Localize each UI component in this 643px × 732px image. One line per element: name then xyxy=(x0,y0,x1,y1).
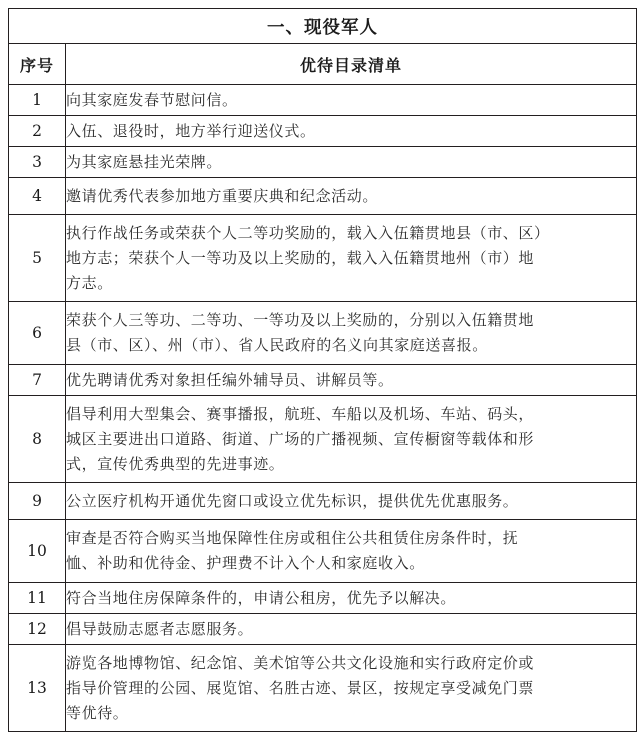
row-index: 4 xyxy=(9,178,66,215)
table-header-row xyxy=(9,44,637,85)
row-index: 7 xyxy=(9,365,66,396)
row-index: 3 xyxy=(9,147,66,178)
table-body xyxy=(9,9,637,732)
row-item-line: 向其家庭发春节慰问信。 xyxy=(66,90,238,109)
page-title: 一、现役军人 xyxy=(9,9,637,44)
table-row xyxy=(9,483,637,520)
row-item-line: 邀请优秀代表参加地方重要庆典和纪念活动。 xyxy=(66,186,379,205)
row-item-text xyxy=(66,85,637,116)
row-item-line: 县（市、区）、州（市）、省人民政府的名义向其家庭送喜报。 xyxy=(66,336,488,354)
row-item-line: 恤、补助和优待金、护理费不计入个人和家庭收入。 xyxy=(66,554,425,572)
table-row xyxy=(9,614,637,645)
row-index: 5 xyxy=(9,215,66,302)
row-item-line: 指导价管理的公园、展览馆、名胜古迹、景区，按规定享受减免门票 xyxy=(66,678,535,697)
row-item-line: 优先聘请优秀对象担任编外辅导员、讲解员等。 xyxy=(66,370,394,389)
row-item-text xyxy=(66,520,637,583)
row-index: 12 xyxy=(9,614,66,645)
row-item-line: 城区主要进出口道路、街道、广场的广播视频、宣传橱窗等载体和形 xyxy=(66,429,535,448)
row-item-text xyxy=(66,645,637,732)
row-index: 11 xyxy=(9,583,66,614)
row-item-line: 游览各地博物馆、纪念馆、美术馆等公共文化设施和实行政府定价或 xyxy=(66,653,535,672)
row-index: 2 xyxy=(9,116,66,147)
row-item-text xyxy=(66,178,637,215)
column-header-item: 优待目录清单 xyxy=(66,44,637,85)
row-item-text xyxy=(66,396,637,483)
row-index: 10 xyxy=(9,520,66,583)
row-item-line: 符合当地住房保障条件的，申请公租房，优先予以解决。 xyxy=(66,588,457,607)
row-index: 13 xyxy=(9,645,66,732)
row-item-text xyxy=(66,302,637,365)
row-item-text xyxy=(66,147,637,178)
table-title-row xyxy=(9,9,637,44)
table-row xyxy=(9,583,637,614)
row-item-line: 等优待。 xyxy=(66,703,129,722)
row-index: 6 xyxy=(9,302,66,365)
row-item-text xyxy=(66,365,637,396)
row-item-line: 倡导鼓励志愿者志愿服务。 xyxy=(66,619,254,638)
row-item-line: 方志。 xyxy=(66,273,113,292)
row-index: 9 xyxy=(9,483,66,520)
table-row xyxy=(9,396,637,483)
table-row xyxy=(9,147,637,178)
table-row xyxy=(9,365,637,396)
table-row xyxy=(9,302,637,365)
row-index: 1 xyxy=(9,85,66,116)
table-row xyxy=(9,85,637,116)
row-item-text xyxy=(66,614,637,645)
preferential-treatment-table xyxy=(8,8,637,732)
row-item-text xyxy=(66,215,637,302)
row-item-line: 地方志；荣获个人一等功及以上奖励的，载入入伍籍贯地州（市）地 xyxy=(66,248,535,267)
table-row xyxy=(9,645,637,732)
row-item-line: 执行作战任务或荣获个人二等功奖励的，载入入伍籍贯地县（市、区） xyxy=(66,223,550,242)
column-header-index: 序号 xyxy=(9,44,66,85)
row-item-line: 倡导利用大型集会、赛事播报，航班、车船以及机场、车站、码头， xyxy=(66,404,535,423)
row-item-line: 审查是否符合购买当地保障性住房或租住公共租赁住房条件时，抚 xyxy=(66,529,519,547)
row-item-line: 入伍、退役时，地方举行迎送仪式。 xyxy=(66,121,316,140)
row-item-line: 荣获个人三等功、二等功、一等功及以上奖励的，分别以入伍籍贯地 xyxy=(66,311,535,329)
row-index: 8 xyxy=(9,396,66,483)
table-row xyxy=(9,215,637,302)
row-item-line: 为其家庭悬挂光荣牌。 xyxy=(66,152,223,171)
row-item-text xyxy=(66,483,637,520)
table-row xyxy=(9,178,637,215)
row-item-text xyxy=(66,583,637,614)
row-item-line: 式，宣传优秀典型的先进事迹。 xyxy=(66,454,285,473)
table-row xyxy=(9,116,637,147)
row-item-text xyxy=(66,116,637,147)
row-item-line: 公立医疗机构开通优先窗口或设立优先标识，提供优先优惠服务。 xyxy=(66,491,519,510)
table-row xyxy=(9,520,637,583)
